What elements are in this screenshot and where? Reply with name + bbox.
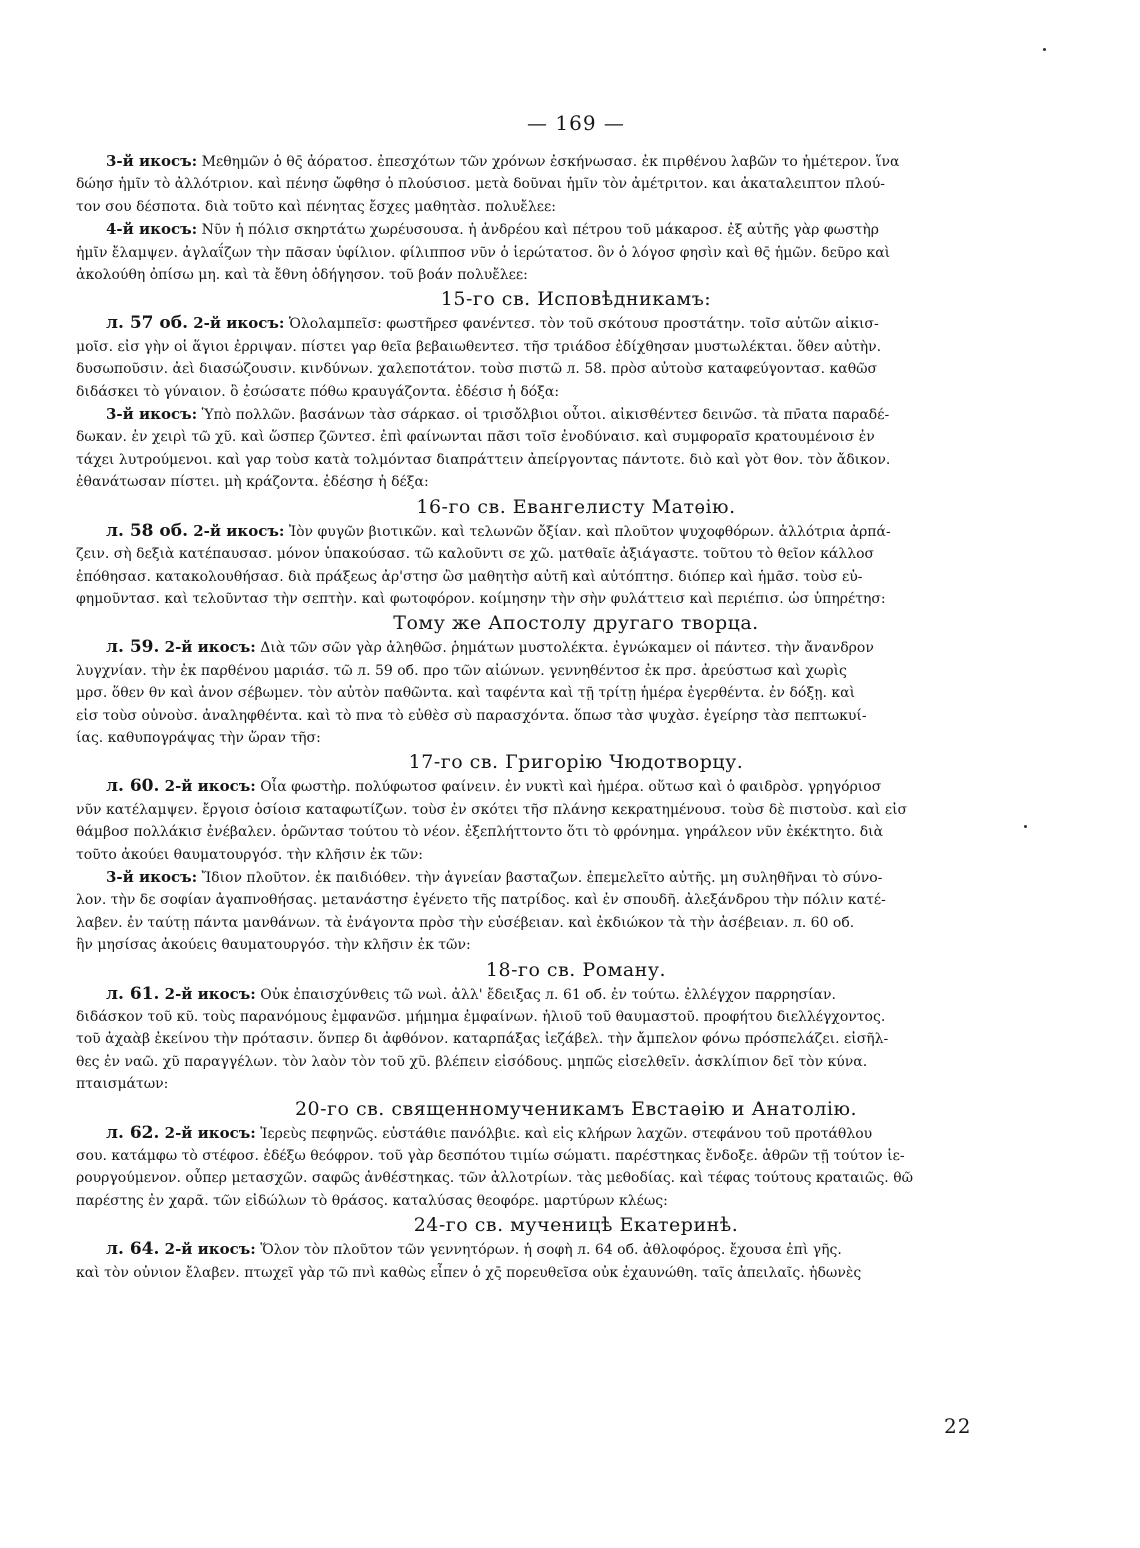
text-line <box>76 173 1076 195</box>
greek-text: νῦν κατέλαμψεν. ἔργοισ ὁσίοισ καταφωτίζων. τοὺσ ἐν σκότει τῆσ πλάνησ κεκρατημένουσ. τοὺσ δὲ πιστοὺσ. καὶ εἰσ <box>76 801 908 818</box>
ikos-label: 2-й икосъ: <box>159 777 256 796</box>
greek-text: εἰσ τοὺσ οὐνοὺσ. ἀναληφθέντα. καὶ τὸ πνα τὸ εὐθὲσ σὺ παρασχόντα. ὅπωσ τὰσ ψυχὰσ. ἐγείρησ τὰσ πεπτωκυί- <box>76 707 867 724</box>
text-line <box>76 449 1076 471</box>
text-line <box>76 934 1076 956</box>
greek-text: μοῖσ. εἰσ γὴν οἱ ἅγιοι ἐρριψαν. πίστει γαρ θεῖα βεβαιωθεντεσ. τῆσ τριάδοσ ἐδίχθησαν μυστωλέκται. ὅθεν αὐτὴν. <box>76 338 882 355</box>
ikos-label: 3-й икосъ: <box>106 867 198 886</box>
text-line <box>76 336 1076 358</box>
text-line <box>76 1238 1076 1261</box>
text-line <box>76 799 1076 821</box>
section-heading: 17-го св. Григорію Чюдотворцу. <box>408 751 744 774</box>
greek-text: καὶ τὸν οὐνιον ἔλαβεν. πτωχεῖ γὰρ τῶ πνὶ καθὼς εἶπεν ὁ χς̄ πορευθεῖσα οὐκ ἐχαυνώθη. ταῖς ἀπειλαῖς. ἡδωνὲς <box>76 1264 862 1281</box>
greek-text: θάμβοσ πολλάκισ ἐνέβαλεν. ὁρῶντασ τούτου τὸ νέον. ἐξεπλήττοντο ὅτι τὸ φρόνημα. γηράλεον νῦν ἐκέκτητο. διὰ <box>76 824 884 841</box>
greek-text: ἡμῖν ἔλαμψεν. ἀγλαΐζων τὴν πᾶσαν ὑφίλιον. φίλιπποσ νῦν ὁ ἱερώτατοσ. ὃν ὁ λόγοσ φησὶν καὶ θς̄ ἡμῶν. δεῦρο καὶ <box>76 244 891 261</box>
greek-text: διδάσκον τοῦ κῦ. τοὺς παρανόμους ἐμφανῶσ. μήμημα ἐμφαίνων. ἠλιοῦ τοῦ θαυμαστοῦ. προφήτου διελλέγχοντος. <box>76 1009 886 1025</box>
text-line <box>76 1262 1076 1284</box>
section-heading: Тому же Апостолу другаго творца. <box>393 612 759 635</box>
text-line <box>76 1006 1076 1028</box>
folio-reference: л. 57 об. <box>106 313 188 334</box>
text-line <box>76 1145 1076 1167</box>
signature-number: 22 <box>944 1414 972 1438</box>
folio-reference: л. 60. <box>106 776 160 797</box>
text-line <box>76 866 1076 889</box>
section-heading: 18-го св. Роману. <box>485 958 667 981</box>
paragraph <box>76 636 1076 749</box>
text-line <box>76 705 1076 727</box>
ikos-label: 2-й икосъ: <box>188 521 285 540</box>
section <box>76 494 1076 611</box>
ink-speck <box>1024 825 1027 828</box>
text-line <box>76 358 1076 380</box>
greek-text: παρέστης ἐν χαρᾶ. τῶν εἰδώλων τὸ θράσος. καταλύσας θεοφόρε. μαρτύρων κλέως: <box>76 1192 668 1209</box>
text-line <box>76 403 1076 426</box>
ikos-label: 2-й икосъ: <box>159 984 256 1003</box>
document-page <box>76 0 1076 1548</box>
greek-text: Μεθημῶν ὁ θς̄ ἀόρατοσ. ἐπεσχότων τῶν χρόνων ἐσκήνωσασ. ἐκ πιρθένου λαβῶν το ἡμέτερον. ἵνα <box>197 154 900 170</box>
section-heading: 15-го св. Исповѣдникамъ: <box>440 288 712 311</box>
section <box>76 1212 1076 1284</box>
ikos-label: 3-й икосъ: <box>106 152 198 170</box>
text-line <box>76 660 1076 682</box>
document-body <box>76 150 1076 1284</box>
ikos-label: 2-й икосъ: <box>159 1123 256 1142</box>
text-line <box>76 775 1076 798</box>
section <box>76 749 1076 956</box>
section-heading: 24-го св. мученицѣ Екатеринѣ. <box>413 1214 739 1237</box>
greek-text: ἐθανάτωσαν πίστει. μὴ κράζοντα. ἐδέσησ ἡ δέξα: <box>76 474 429 491</box>
paragraph <box>76 1238 1076 1284</box>
text-line <box>76 566 1076 588</box>
greek-text: Ἰὸν φυγῶν βιοτικῶν. καὶ τελωνῶν ὄξίαν. καὶ πλοῦτον ψυχοφθόρων. ἀλλότρια ἀρπά- <box>284 523 891 540</box>
ikos-label: 4-й икосъ: <box>106 220 198 239</box>
text-line <box>76 1073 1076 1095</box>
greek-text: ίας. καθυπογράψας τὴν ὥραν τῆσ: <box>76 729 321 746</box>
text-line <box>76 150 1076 173</box>
paragraph <box>76 775 1076 866</box>
text-line <box>76 471 1076 493</box>
paragraph <box>76 983 1076 1096</box>
text-line <box>76 520 1076 543</box>
text-line <box>76 218 1076 241</box>
greek-text: λαβεν. ἐν ταύτῃ πάντα μανθάνων. τὰ ἐνάγοντα πρὸσ τὴν εὐσέβειαν. καὶ ἐκδιώκον τὰ τὴν ἀσέβειαν. л. 60 об. <box>76 914 855 931</box>
text-line <box>76 196 1076 218</box>
text-line <box>76 381 1076 403</box>
ink-speck <box>1043 48 1046 51</box>
text-line <box>76 912 1076 934</box>
greek-text: σου. κατάμφω τὸ στέφοσ. ἐδέξω θεόφρον. τοῦ γὰρ δεσπότου τιμίω σώματι. παρέστηκας ἔνδοξε. ἀθρῶν τῇ τούτον ἱε- <box>76 1148 905 1165</box>
greek-text: Νῦν ἡ πόλισ σκηρτάτω χωρέυσουσα. ἡ ἀνδρέου καὶ πέτρου τοῦ μάκαροσ. ἐξ αὐτῆς γὰρ φωστὴρ <box>197 222 879 239</box>
ikos-label: 2-й икосъ: <box>159 638 256 657</box>
text-line <box>76 682 1076 704</box>
text-line <box>76 889 1076 911</box>
text-line <box>76 636 1076 659</box>
greek-text: ρουργούμενον. οὗπερ μετασχῶν. σαφῶς ἀνθέστηκας. τῶν ἀλλοτρίων. τὰς μεθοδίας. καὶ τέφας τούτους κραταιῶς. θῶ <box>76 1170 914 1187</box>
ikos-label: 2-й икосъ: <box>188 314 285 333</box>
greek-text: φημοῦντασ. καὶ τελοῦντασ τὴν σεπτὴν. καὶ φωτοφόρον. κοίμησην τὴν σὴν φυλάττεισ καὶ περιέπισ. ὡσ ὑπηρέτησ: <box>76 590 886 607</box>
greek-text: τάχει λυτρούμενοι. καὶ γαρ τοὺσ κατὰ τολμόντασ διαπράττειν ἀπείργοντας πάντοτε. διὸ καὶ γὸτ θον. τὸν ἄδικον. <box>76 451 891 468</box>
text-line <box>76 426 1076 448</box>
paragraph <box>76 403 1076 494</box>
text-line <box>76 588 1076 610</box>
greek-text: Ἴδιον πλοῦτον. ἐκ παιδιόθεν. τὴν ἁγνείαν βασταζων. ἐπεμελεῖτο αὐτῆς. μη συληθῆναι τὸ σύνο- <box>197 869 883 886</box>
greek-text: μρσ. ὅθεν θν καὶ ἀνον σέβωμεν. τὸν αὐτὸν παθῶντα. καὶ ταφέντα καὶ τῇ τρίτῃ ἡμέρα ἐγερθέντα. ἐν δόξῃ. καὶ <box>76 685 856 702</box>
section <box>76 286 1076 493</box>
text-line <box>76 1167 1076 1189</box>
paragraph <box>76 218 1076 286</box>
greek-text: Οὐκ ἐπαισχύνθεις τῶ νωὶ. ἀλλ' ἔδειξας л. 61 об. ἐν τούτω. ἐλλέγχον παρρησίαν. <box>255 986 836 1003</box>
folio-reference: л. 64. <box>106 1239 160 1260</box>
section <box>76 610 1076 749</box>
paragraph <box>76 312 1076 403</box>
section <box>76 150 1076 286</box>
greek-text: δυσωποῦσιν. ἀεὶ διασώζουσιν. κινδύνων. χαλεποτάτον. τοὺσ πιστῶ л. 58. πρὸσ αὐτοὺσ καταφεύγοντασ. καθῶσ <box>76 361 878 378</box>
text-line <box>76 543 1076 565</box>
greek-text: τον σου δέσποτα. διὰ τοῦτο καὶ πένητας ἔσχες μαθητὰσ. πολυἔλεε: <box>76 198 556 215</box>
greek-text: ἐπόθησασ. κατακολουθήσασ. διὰ πράξεως ἀρ'στησ ὢσ μαθητὴσ αὐτῆ καὶ αὐτόπτησ. διόπερ καὶ ἡμᾶσ. τοὺσ εὐ- <box>76 568 863 585</box>
greek-text: Ὁλολαμπεῖσ: φωστῆρεσ φανέντεσ. τὸν τοῦ σκότουσ προστάτην. τοῖσ αὐτῶν αἰκισ- <box>284 316 879 333</box>
paragraph <box>76 150 1076 218</box>
greek-text: Διὰ τῶν σῶν γὰρ ἀληθῶσ. ῥημάτων μυστολέκτα. ἐγνώκαμεν οἱ πάντεσ. τὴν ἄνανδρον <box>255 640 874 657</box>
text-line <box>76 727 1076 749</box>
paragraph <box>76 1122 1076 1213</box>
greek-text: τοῦ ἀχαὰβ ἐκείνου τὴν πρότασιν. ὅνπερ δι ἀφθόνον. καταρπάξας ἰεζάβελ. τὴν ἄμπελον φόνω πρόσπελάζει. εἰσῆλ- <box>76 1031 889 1048</box>
text-line <box>76 242 1076 264</box>
greek-text: ἣν μησίσας ἀκούεις θαυματουργόσ. τὴν κλῆσιν ἐκ τῶν: <box>76 937 471 954</box>
greek-text: ἀκολούθη ὀπίσω μη. καὶ τὰ ἔθνη ὁδήγησον. τοῦ βοάν πολυἔλεε: <box>76 267 528 284</box>
greek-text: Ὅλον τὸν πλοῦτον τῶν γεννητόρων. ἡ σοφὴ л. 64 об. ἀθλοφόρος. ἔχουσα ἐπὶ γῆς. <box>255 1242 842 1259</box>
section <box>76 957 1076 1096</box>
folio-reference: л. 62. <box>106 1122 160 1143</box>
greek-text: θες ἐν ναῶ. χῦ παραγγέλων. τὸν λαὸν τὸν τοῦ χῦ. βλέπειν εἰσόδους. μηπῶς εἰσελθεῖν. ἀσκλίπιον δεῖ τὸν κύνα. <box>76 1053 868 1070</box>
greek-text: πταισμάτων: <box>76 1076 169 1093</box>
folio-reference: л. 61. <box>106 983 160 1004</box>
ikos-label: 3-й икосъ: <box>106 405 198 424</box>
text-line <box>76 821 1076 843</box>
section-heading: 20-го св. священномученикамъ Евстаѳію и Анатолію. <box>294 1097 858 1120</box>
text-line <box>76 264 1076 286</box>
greek-text: λον. τὴν δε σοφίαν ἀγαπνοθήσας. μετανάστησ ἐγένετο τῆς πατρίδος. καὶ ἐν σπουδῆ. ἀλεξάνδρου τὴν πόλιν κατέ- <box>76 892 886 909</box>
text-line <box>76 1190 1076 1212</box>
greek-text: διδάσκει τὸ γύναιον. ὃ ἐσώσατε πόθω κραυγάζοντα. ἐδέσισ ἡ δόξα: <box>76 383 560 400</box>
page-number: — 169 — <box>527 111 625 135</box>
paragraph <box>76 866 1076 957</box>
text-line <box>76 983 1076 1006</box>
greek-text: δώησ ἡμῖν τὸ ἀλλότριον. καὶ πένησ ὤφθησ ὁ πλούσιοσ. μετὰ δοῦναι ἡμῖν τὸν ἀμέτριτον. και ἀκαταλειπτον πλού- <box>76 176 885 193</box>
text-line <box>76 1051 1076 1073</box>
text-line <box>76 312 1076 335</box>
greek-text: τοῦτο ἀκούει θαυματουργόσ. τὴν κλῆσιν ἐκ τῶν: <box>76 846 423 863</box>
section-heading: 16-го св. Евангелисту Матѳію. <box>416 495 736 518</box>
ikos-label: 2-й икосъ: <box>159 1240 256 1259</box>
text-line <box>76 1028 1076 1050</box>
greek-text: δωκαν. ἐν χειρὶ τῶ χῦ. καὶ ὥσπερ ζῶντεσ. ἐπὶ φαίνωνται πᾶσι τοῖσ ἐνοδύναισ. καὶ συμφοραῖσ κρατουμένοισ ἐν <box>76 429 875 446</box>
paragraph <box>76 520 1076 611</box>
text-line <box>76 1122 1076 1145</box>
folio-reference: л. 58 об. <box>106 520 188 541</box>
section <box>76 1096 1076 1213</box>
folio-reference: л. 59. <box>106 637 160 658</box>
greek-text: Ἱερεὺς πεφηνῶς. εὐστάθιε πανόλβιε. καὶ εἰς κλήρων λαχῶν. στεφάνου τοῦ προτάθλου <box>255 1125 873 1142</box>
greek-text: ζειν. σὴ δεξιὰ κατέπαυσασ. μόνον ὑπακούσασ. τῶ καλοῦντι σε χῶ. ματθαῖε ἀξιάγαστε. τοῦτου τὸ θεῖον κάλλοσ <box>76 546 875 563</box>
greek-text: Οἷα φωστὴρ. πολύφωτοσ φαίνειν. ἐν νυκτὶ καὶ ἡμέρα. οὕτωσ καὶ ὁ φαιδρὸσ. γρηγόριοσ <box>255 779 882 796</box>
greek-text: Ὑπὸ πολλῶν. βασάνων τὰσ σάρκασ. οἱ τρισὄλβιοι οὗτοι. αἰκισθέντεσ δεινῶσ. τὰ πν̄ατα παραδέ- <box>197 407 890 424</box>
greek-text: λυγχνίαν. τὴν ἐκ παρθένου μαριάσ. τῶ л. 59 об. προ τῶν αἰώνων. γεννηθέντοσ ἐκ πρσ. ἀρεύστωσ καὶ χωρὶς <box>76 662 847 679</box>
text-line <box>76 844 1076 866</box>
